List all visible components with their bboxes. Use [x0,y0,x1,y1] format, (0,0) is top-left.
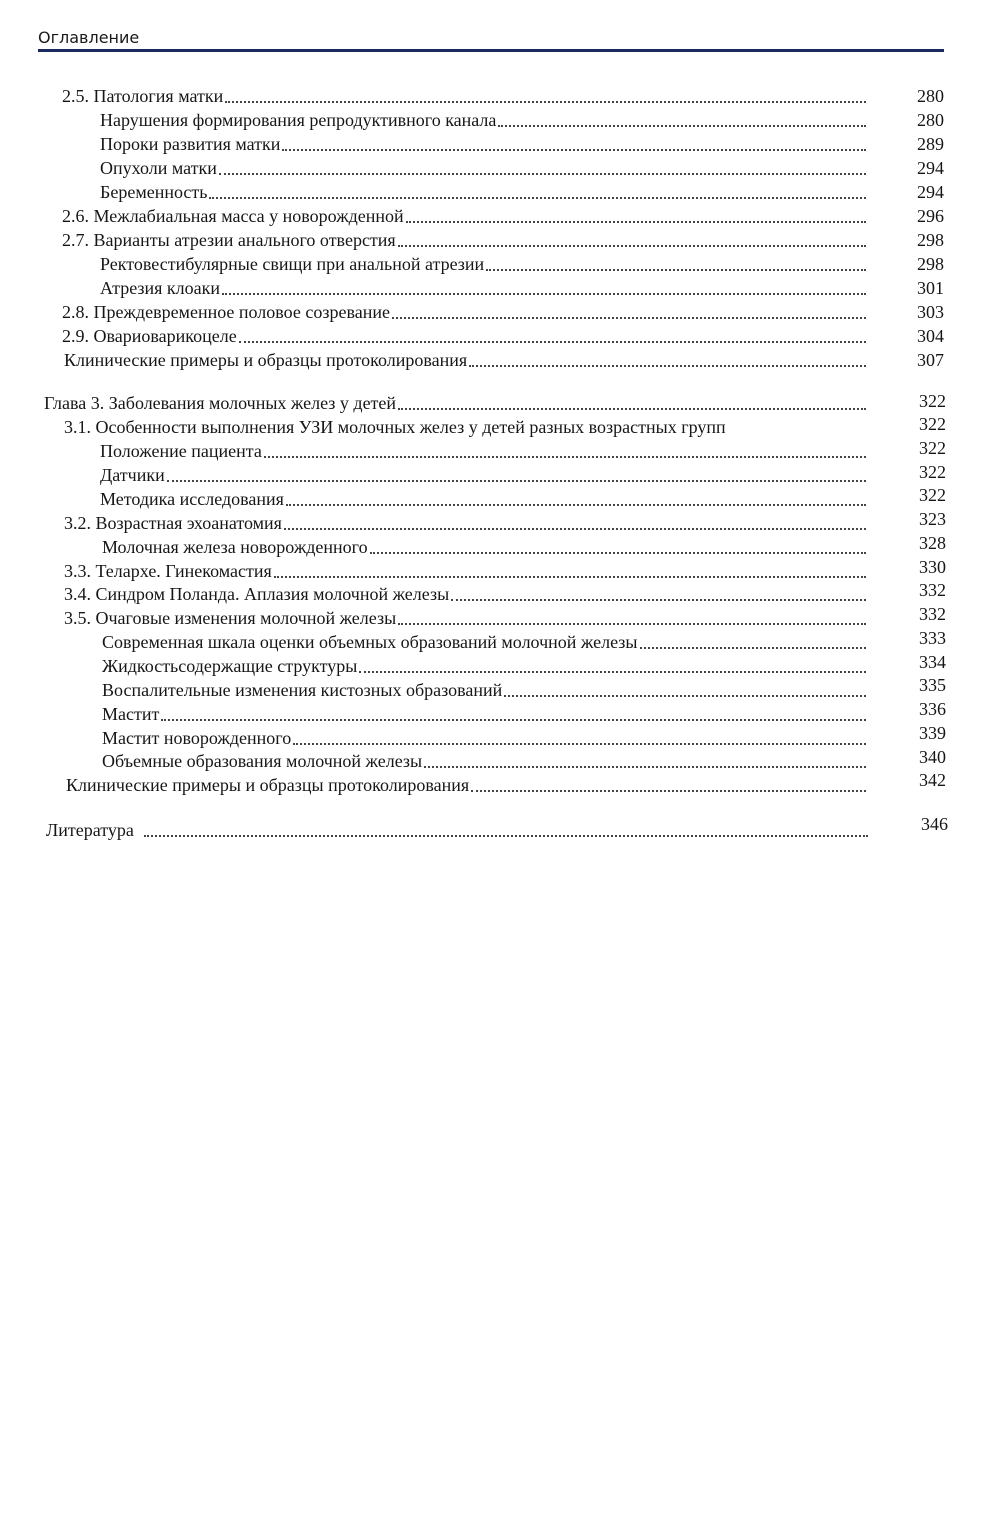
toc-entry[interactable]: Положение пациента [100,440,870,462]
toc-page-number: 334 [919,652,946,672]
toc-page-number: 301 [917,278,944,298]
toc-entry[interactable]: Воспалительные изменения кистозных образований [102,679,870,701]
toc-entry[interactable]: Мастит новорожденного [102,727,870,749]
toc-page-number: 298 [917,254,944,274]
toc-entry[interactable]: Молочная железа новорожденного [102,536,870,558]
header-rule [38,49,944,52]
toc-literature-entry[interactable]: Литература [46,819,872,841]
toc-page-number: 289 [917,134,944,154]
toc-entry[interactable]: Пороки развития матки [100,133,870,155]
toc-page-number: 333 [919,628,946,648]
toc-entry[interactable]: Жидкостьсодержащие структуры [102,655,870,677]
toc-page-number: 298 [917,230,944,250]
toc-page-number: 332 [919,604,946,624]
toc-page-number: 332 [919,580,946,600]
toc-page-number: 323 [919,509,946,529]
toc-page-number: 280 [917,86,944,106]
toc-page-number: 340 [919,747,946,767]
toc-page-number: 294 [917,158,944,178]
toc-page-number: 307 [917,350,944,370]
toc-entry[interactable]: Беременность [100,181,870,203]
toc-entry[interactable]: 2.7. Варианты атрезии анального отверстия [62,229,870,251]
toc-page-number: 342 [919,770,946,790]
toc-entry[interactable]: Клинические примеры и образцы протоколирования [64,349,870,371]
toc-entry[interactable]: Объемные образования молочной железы [102,750,870,772]
toc-page-number: 296 [917,206,944,226]
toc-entry[interactable]: 3.5. Очаговые изменения молочной железы [64,607,870,629]
running-title: Оглавление [38,28,140,47]
toc-entry[interactable]: Клинические примеры и образцы протоколирования [66,774,870,796]
toc-entry[interactable]: Мастит [102,703,870,725]
toc-entry[interactable]: 3.2. Возрастная эхоанатомия [64,512,870,534]
toc-page-number: 330 [919,557,946,577]
toc-entry[interactable]: 2.5. Патология матки [62,85,870,107]
toc-page-number: 322 [919,414,946,434]
toc-entry[interactable]: Современная шкала оценки объемных образований молочной железы [102,631,870,653]
toc-entry[interactable]: 3.1. Особенности выполнения УЗИ молочных желез у детей разных возрастных групп [64,417,726,437]
toc-entry[interactable]: 2.6. Межлабиальная масса у новорожденной [62,205,870,227]
toc-entry[interactable]: 2.9. Овариоварикоцеле [62,325,870,347]
toc-entry[interactable]: Атрезия клоаки [100,277,870,299]
toc-page-number: 336 [919,699,946,719]
toc-page-number: 280 [917,110,944,130]
toc-page-number: 328 [919,533,946,553]
toc-page-number: 335 [919,675,946,695]
toc-entry[interactable]: 3.3. Телархе. Гинекомастия [64,560,870,582]
toc-page-number: 304 [917,326,944,346]
toc-page-number: 294 [917,182,944,202]
toc-entry[interactable]: Методика исследования [100,488,870,510]
toc-entry[interactable]: Опухоли матки [100,157,870,179]
toc-page-number: 303 [917,302,944,322]
toc-page-number: 339 [919,723,946,743]
toc-page-number: 322 [919,462,946,482]
toc-entry[interactable]: Ректовестибулярные свищи при анальной атрезии [100,253,870,275]
toc-page-number: 322 [919,438,946,458]
toc-page-number: 322 [919,391,946,411]
toc-chapter-entry[interactable]: Глава 3. Заболевания молочных желез у детей [44,392,870,414]
toc-page-number: 322 [919,485,946,505]
toc-entry[interactable]: Датчики [100,464,870,486]
toc-page-number: 346 [921,814,948,834]
toc-entry[interactable]: Нарушения формирования репродуктивного канала [100,109,870,131]
toc-entry[interactable]: 3.4. Синдром Поланда. Аплазия молочной железы [64,583,870,605]
toc-entry[interactable]: 2.8. Преждевременное половое созревание [62,301,870,323]
